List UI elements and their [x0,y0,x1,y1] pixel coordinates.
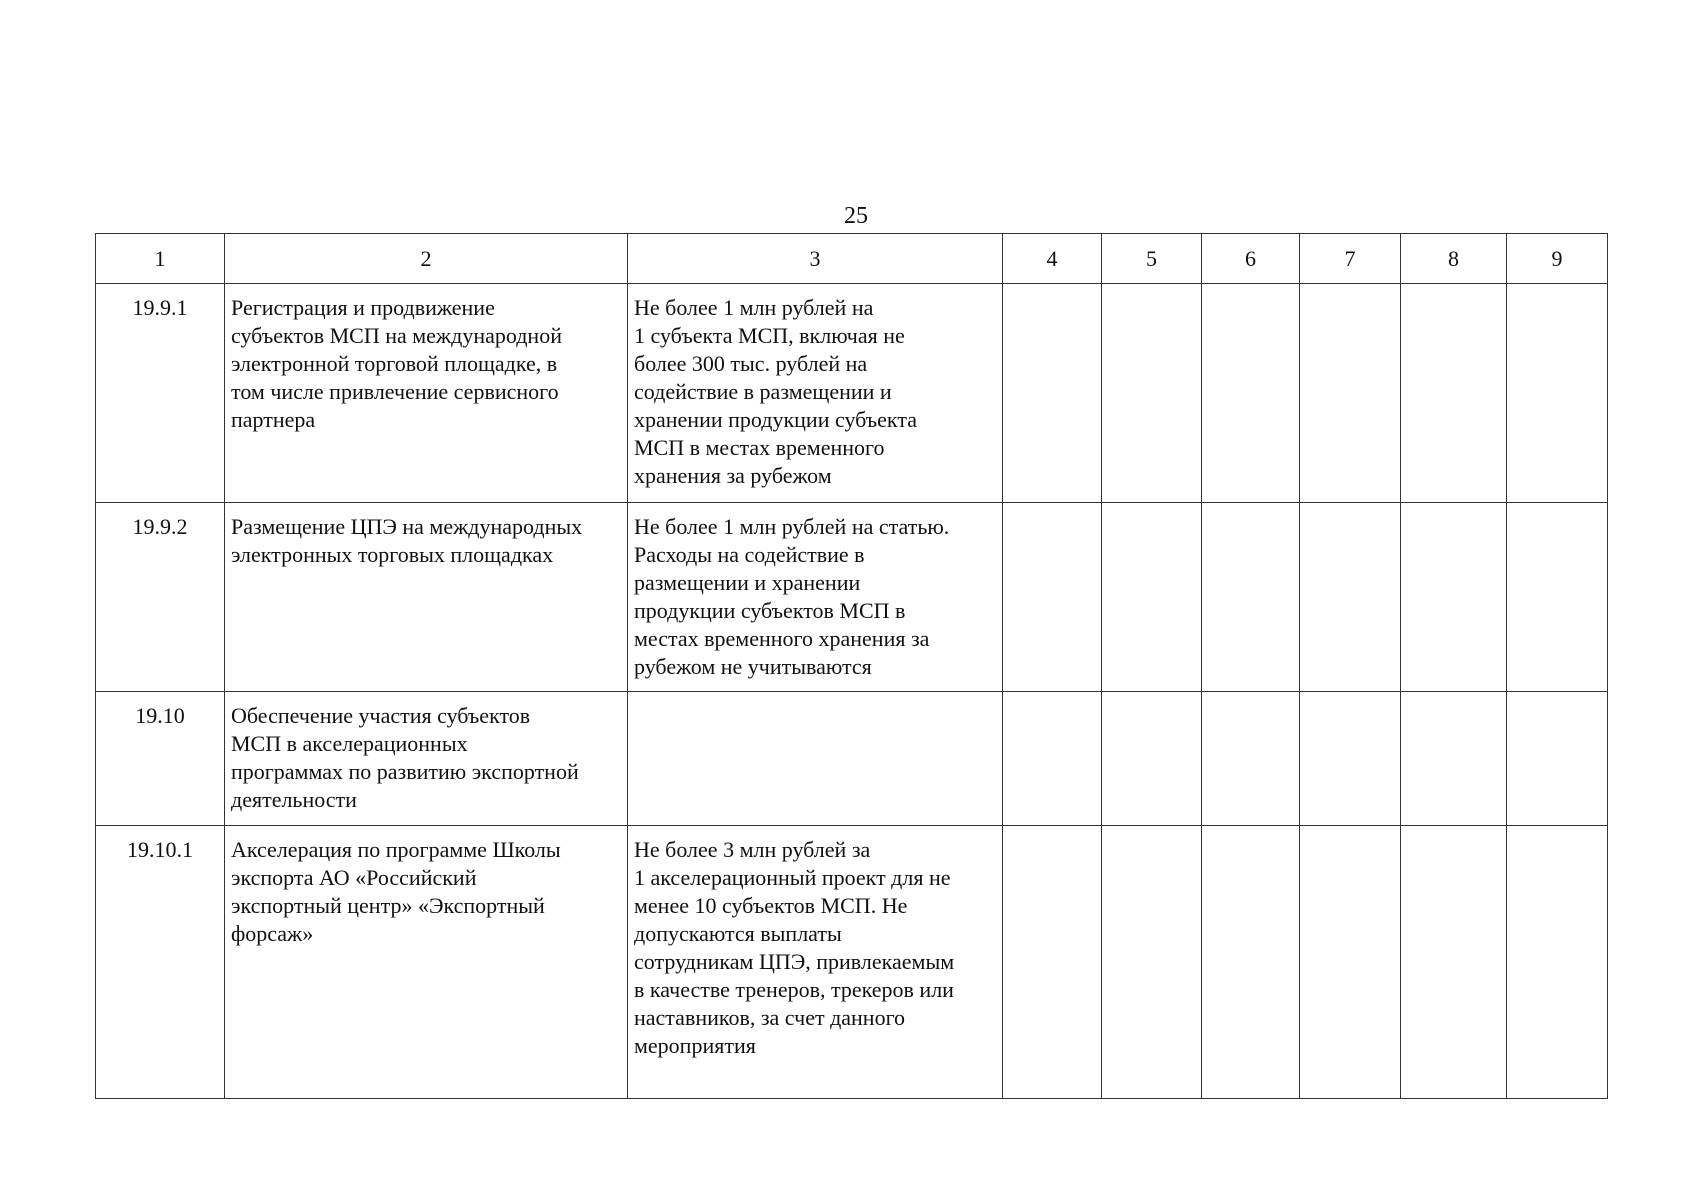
column-header: 6 [1202,234,1300,284]
text-line: 1 акселерационный проект для не [634,865,951,890]
empty-cell [1003,826,1102,1099]
measure-name-cell [225,692,628,826]
text-line: МСП в местах временного [634,435,885,460]
column-header: 2 [225,234,628,284]
table-row [96,692,1608,826]
text-line: мероприятия [634,1033,756,1058]
text-line: продукции субъектов МСП в [634,598,906,623]
empty-cell [1401,826,1507,1099]
empty-cell [1300,826,1401,1099]
empty-cell [1202,284,1300,503]
empty-cell [1102,284,1202,503]
column-number-row [96,234,1608,284]
text-line: Размещение ЦПЭ на международных [231,514,583,539]
empty-cell [1401,503,1507,692]
empty-cell [1401,284,1507,503]
cost-limit-cell [628,503,1003,692]
text-line: 1 субъекта МСП, включая не [634,323,905,348]
table-row [96,503,1608,692]
text-line: МСП в акселерационных [231,731,468,756]
empty-cell [1102,503,1202,692]
item-number: 19.9.2 [96,503,225,692]
measure-name-cell [225,503,628,692]
text-line: Акселерация по программе Школы [231,837,561,862]
empty-cell [1300,503,1401,692]
text-line: местах временного хранения за [634,626,930,651]
column-header: 1 [96,234,225,284]
text-line: сотрудникам ЦПЭ, привлекаемым [634,949,955,974]
table-row [96,284,1608,503]
measure-name-cell [225,284,628,503]
text-line: хранения за рубежом [634,463,832,488]
text-line: форсаж» [231,921,314,946]
column-header: 7 [1300,234,1401,284]
column-header: 4 [1003,234,1102,284]
text-line: субъектов МСП на международной [231,323,562,348]
text-line: более 300 тыс. рублей на [634,351,868,376]
empty-cell [1003,284,1102,503]
empty-cell [1102,692,1202,826]
empty-cell [1202,692,1300,826]
text-line: электронной торговой площадке, в [231,351,558,376]
empty-cell [1507,692,1608,826]
text-line: хранении продукции субъекта [634,407,917,432]
text-line: Не более 3 млн рублей за [634,837,871,862]
column-header: 5 [1102,234,1202,284]
text-line: Регистрация и продвижение [231,295,495,320]
measures-table [95,233,1608,1099]
empty-cell [1401,692,1507,826]
text-line: допускаются выплаты [634,921,842,946]
text-line: деятельности [231,787,357,812]
text-line: электронных торговых площадках [231,542,554,567]
cost-limit-cell [628,692,1003,826]
empty-cell [1507,826,1608,1099]
measure-name-cell [225,826,628,1099]
table-row [96,826,1608,1099]
text-line: экспорта АО «Российский [231,865,477,890]
cost-limit-cell [628,284,1003,503]
empty-cell [1202,503,1300,692]
empty-cell [1003,692,1102,826]
page-number: 25 [844,203,868,229]
text-line: экспортный центр» «Экспортный [231,893,545,918]
item-number: 19.10 [96,692,225,826]
empty-cell [1300,692,1401,826]
empty-cell [1507,503,1608,692]
empty-cell [1300,284,1401,503]
text-line: программах по развитию экспортной [231,759,579,784]
text-line: менее 10 субъектов МСП. Не [634,893,908,918]
text-line: рубежом не учитываются [634,654,872,679]
text-line: том числе привлечение сервисного [231,379,559,404]
empty-cell [1102,826,1202,1099]
text-line: наставников, за счет данного [634,1005,906,1030]
column-header: 3 [628,234,1003,284]
item-number: 19.9.1 [96,284,225,503]
text-line: Не более 1 млн рублей на статью. [634,514,950,539]
text-line: в качестве тренеров, трекеров или [634,977,954,1002]
empty-cell [1202,826,1300,1099]
text-line: партнера [231,407,316,432]
empty-cell [1003,503,1102,692]
empty-cell [1507,284,1608,503]
text-line: содействие в размещении и [634,379,892,404]
item-number: 19.10.1 [96,826,225,1099]
column-header: 8 [1401,234,1507,284]
text-line: Расходы на содействие в [634,542,865,567]
text-line: Не более 1 млн рублей на [634,295,874,320]
cost-limit-cell [628,826,1003,1099]
text-line: Обеспечение участия субъектов [231,703,531,728]
text-line: размещении и хранении [634,570,861,595]
column-header: 9 [1507,234,1608,284]
